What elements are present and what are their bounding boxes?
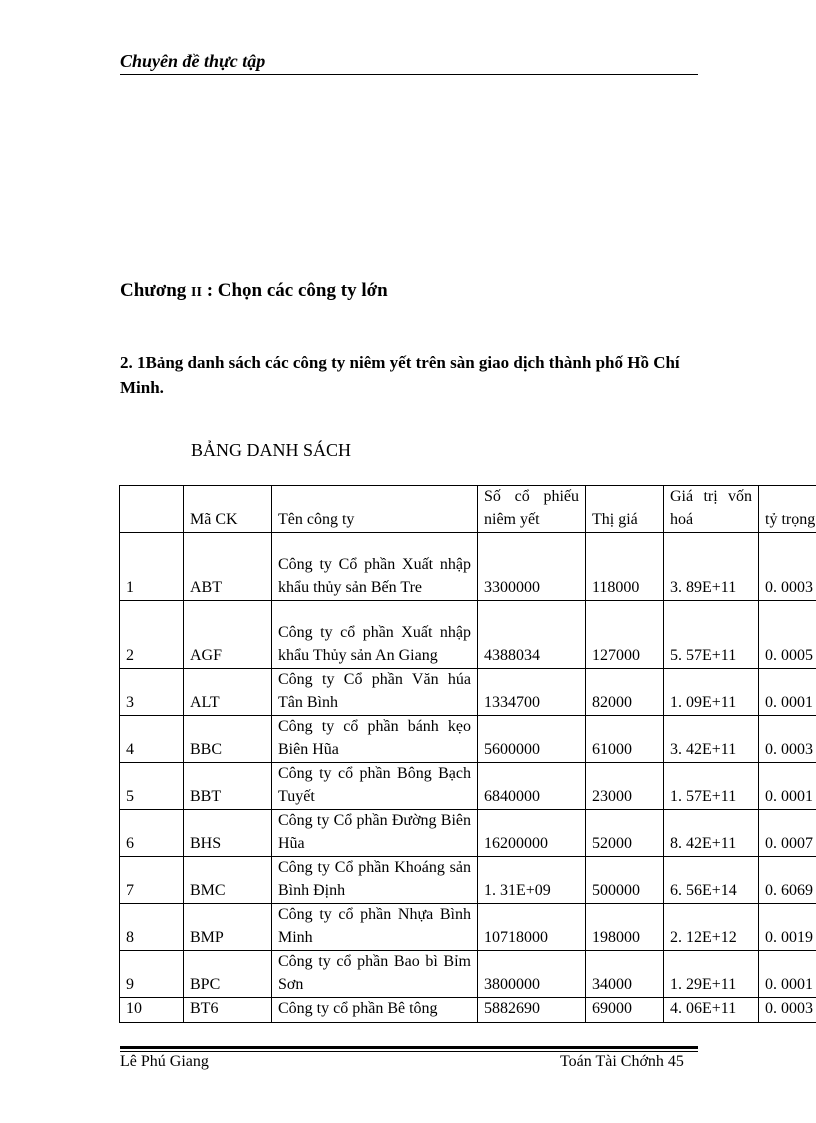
- header-cell-index: [120, 486, 184, 533]
- cell-weight: 0. 0003: [759, 716, 816, 763]
- cell-index: 4: [120, 716, 184, 763]
- cell-price: 69000: [586, 998, 664, 1023]
- header-cell-weight: tỷ trọng: [759, 486, 816, 533]
- cell-market-cap: 8. 42E+11: [664, 810, 759, 857]
- cell-shares: 5600000: [478, 716, 586, 763]
- cell-company: Công ty cổ phần Bao bì Bỉm Sơn: [272, 951, 478, 998]
- table-row: [120, 998, 816, 1023]
- cell-ticker: BMC: [184, 857, 272, 904]
- cell-market-cap: 2. 12E+12: [664, 904, 759, 951]
- cell-weight: 0. 0001: [759, 763, 816, 810]
- cell-index: 8: [120, 904, 184, 951]
- section-title: 2. 1Bảng danh sách các công ty niêm yết trên sàn giao dịch thành phố Hồ Chí Minh.: [120, 353, 680, 397]
- cell-index: 5: [120, 763, 184, 810]
- cell-company: Công ty Cổ phần Đường Biên Hũa: [272, 810, 478, 857]
- table-row: [120, 601, 816, 669]
- cell-ticker: ALT: [184, 669, 272, 716]
- cell-price: 82000: [586, 669, 664, 716]
- cell-market-cap: 5. 57E+11: [664, 601, 759, 669]
- cell-company: Công ty Cổ phần Văn húa Tân Bình: [272, 669, 478, 716]
- cell-company: Công ty cổ phần Bê tông: [272, 998, 478, 1023]
- table-row: [120, 763, 816, 810]
- cell-company: Công ty cổ phần bánh kẹo Biên Hũa: [272, 716, 478, 763]
- cell-index: 3: [120, 669, 184, 716]
- cell-price: 127000: [586, 601, 664, 669]
- cell-price: 500000: [586, 857, 664, 904]
- table-row: [120, 810, 816, 857]
- header-cell-shares: Số cổ phiếu niêm yết: [478, 486, 586, 533]
- table-row: [120, 716, 816, 763]
- cell-shares: 5882690: [478, 998, 586, 1023]
- cell-weight: 0. 0001: [759, 669, 816, 716]
- cell-company: Công ty cổ phần Bông Bạch Tuyết: [272, 763, 478, 810]
- footer-rule-thin: [120, 1051, 698, 1052]
- cell-weight: 0. 0005: [759, 601, 816, 669]
- cell-index: 9: [120, 951, 184, 998]
- cell-weight: 0. 0007: [759, 810, 816, 857]
- footer-class: Toán Tài Chớnh 45: [560, 1053, 684, 1070]
- table-row: [120, 904, 816, 951]
- cell-company: Công ty Cổ phần Xuất nhập khẩu thủy sản Bến Tre: [272, 533, 478, 601]
- cell-ticker: ABT: [184, 533, 272, 601]
- cell-index: 1: [120, 533, 184, 601]
- chapter-roman: II: [191, 285, 202, 300]
- cell-shares: 3300000: [478, 533, 586, 601]
- cell-company: Công ty cổ phần Xuất nhập khẩu Thủy sản An Giang: [272, 601, 478, 669]
- cell-ticker: BBC: [184, 716, 272, 763]
- table-row: [120, 951, 816, 998]
- cell-index: 6: [120, 810, 184, 857]
- table-caption: BẢNG DANH SÁCH: [191, 440, 352, 460]
- footer-rule-thick: [120, 1046, 698, 1049]
- header-title: Chuyên đề thực tập: [120, 51, 266, 71]
- cell-market-cap: 1. 09E+11: [664, 669, 759, 716]
- cell-market-cap: 1. 57E+11: [664, 763, 759, 810]
- header-cell-ticker: Mã CK: [184, 486, 272, 533]
- company-table: [119, 485, 816, 1023]
- cell-shares: 1. 31E+09: [478, 857, 586, 904]
- cell-index: 10: [120, 998, 184, 1023]
- cell-ticker: BMP: [184, 904, 272, 951]
- table-row: [120, 533, 816, 601]
- cell-ticker: BPC: [184, 951, 272, 998]
- cell-shares: 6840000: [478, 763, 586, 810]
- cell-price: 118000: [586, 533, 664, 601]
- header-cell-market-cap: Giá trị vốn hoá: [664, 486, 759, 533]
- cell-market-cap: 1. 29E+11: [664, 951, 759, 998]
- cell-company: Công ty Cổ phần Khoáng sản Bình Định: [272, 857, 478, 904]
- header-cell-company: Tên công ty: [272, 486, 478, 533]
- cell-weight: 0. 0003: [759, 533, 816, 601]
- header-rule: [120, 74, 698, 75]
- cell-weight: 0. 0001: [759, 951, 816, 998]
- header-cell-price: Thị giá: [586, 486, 664, 533]
- table-header-row: [120, 486, 816, 533]
- chapter-title-text: : Chọn các công ty lớn: [206, 280, 388, 301]
- cell-shares: 10718000: [478, 904, 586, 951]
- cell-price: 23000: [586, 763, 664, 810]
- cell-price: 198000: [586, 904, 664, 951]
- cell-company: Công ty cổ phần Nhựa Bình Minh: [272, 904, 478, 951]
- cell-price: 61000: [586, 716, 664, 763]
- cell-price: 52000: [586, 810, 664, 857]
- cell-shares: 3800000: [478, 951, 586, 998]
- cell-ticker: AGF: [184, 601, 272, 669]
- cell-index: 2: [120, 601, 184, 669]
- cell-price: 34000: [586, 951, 664, 998]
- chapter-prefix: Chương: [120, 280, 187, 301]
- cell-market-cap: 3. 89E+11: [664, 533, 759, 601]
- cell-ticker: BT6: [184, 998, 272, 1023]
- cell-weight: 0. 6069: [759, 857, 816, 904]
- footer-author: Lê Phú Giang: [120, 1053, 209, 1070]
- cell-market-cap: 3. 42E+11: [664, 716, 759, 763]
- cell-index: 7: [120, 857, 184, 904]
- company-table-wrapper: [119, 485, 816, 1023]
- table-row: [120, 669, 816, 716]
- cell-market-cap: 4. 06E+11: [664, 998, 759, 1023]
- cell-ticker: BHS: [184, 810, 272, 857]
- table-row: [120, 857, 816, 904]
- cell-shares: 16200000: [478, 810, 586, 857]
- chapter-title: [120, 280, 388, 302]
- cell-weight: 0. 0019: [759, 904, 816, 951]
- cell-shares: 4388034: [478, 601, 586, 669]
- cell-ticker: BBT: [184, 763, 272, 810]
- cell-weight: 0. 0003: [759, 998, 816, 1023]
- cell-market-cap: 6. 56E+14: [664, 857, 759, 904]
- cell-shares: 1334700: [478, 669, 586, 716]
